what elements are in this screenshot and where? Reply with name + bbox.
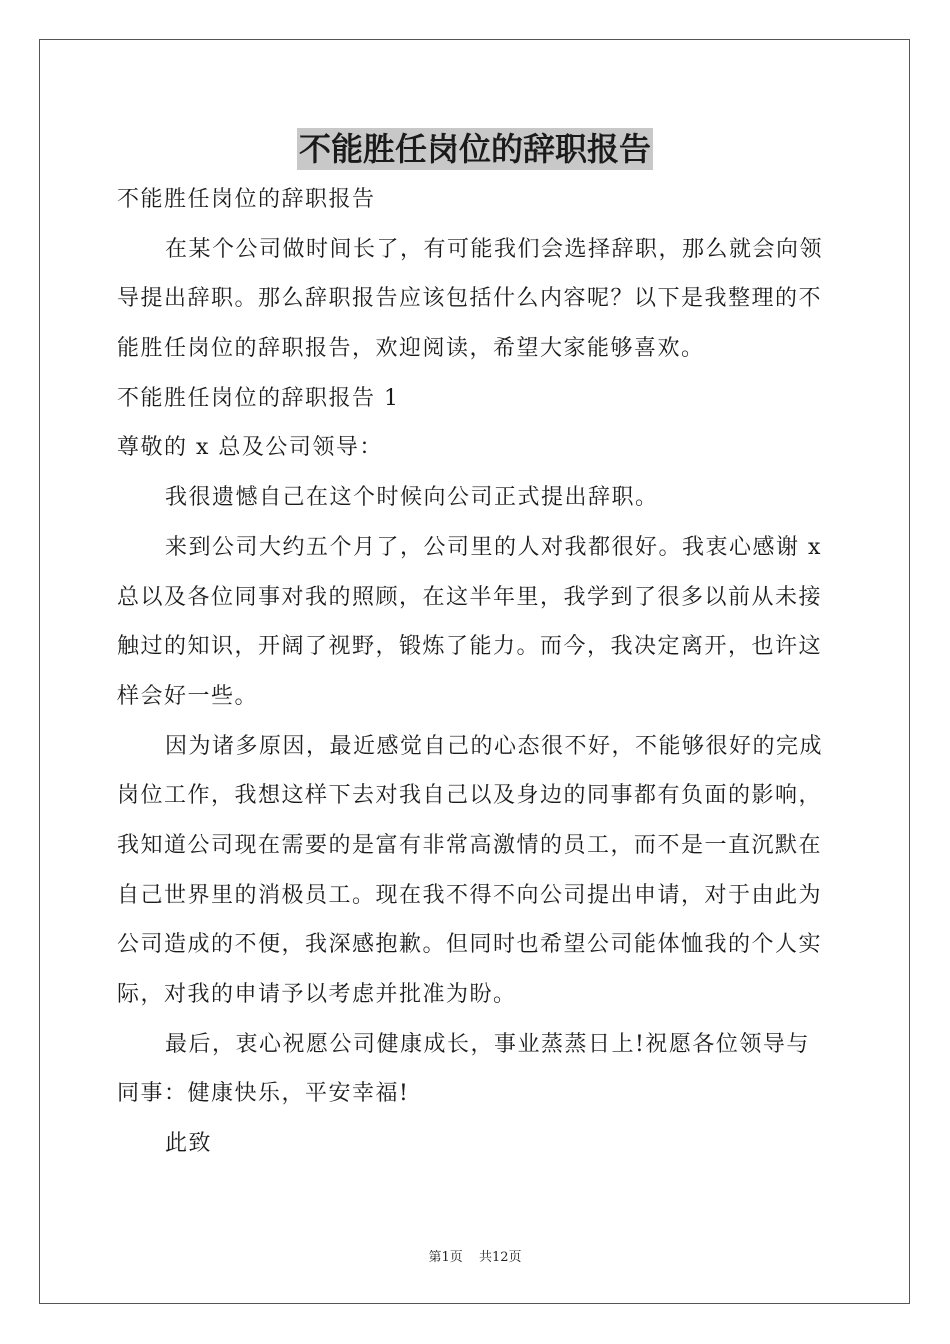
text-line: 际，对我的申请予以考虑并批准为盼。: [117, 982, 517, 1007]
text-line: 样会好一些。: [117, 683, 259, 709]
text-line: 来到公司大约五个月了，公司里的人对我都很好。我衷心感谢 x: [165, 534, 822, 560]
document-title: 不能胜任岗位的辞职报告: [298, 130, 651, 168]
text-line: 公司造成的不便，我深感抱歉。但同时也希望公司能体恤我的个人实: [117, 932, 823, 958]
page-total: 共12页: [478, 1250, 522, 1265]
text-line: 自己世界里的消极员工。现在我不得不向公司提出申请，对于由此为: [117, 882, 823, 908]
text-line: 因为诸多原因，最近感觉自己的心态很不好，不能够很好的完成: [165, 733, 824, 759]
text-line: 导提出辞职。那么辞职报告应该包括什么内容呢？以下是我整理的不: [117, 286, 823, 312]
text-line: 我很遗憾自己在这个时候向公司正式提出辞职。: [165, 485, 659, 511]
text-line: 不能胜任岗位的辞职报告 1: [117, 385, 400, 411]
text-line: 总以及各位同事对我的照顾，在这半年里，我学到了很多以前从未接: [117, 584, 823, 610]
text-line: 触过的知识，开阔了视野，锻炼了能力。而今，我决定离开，也许这: [117, 634, 823, 660]
page-number: 第1页: [428, 1250, 463, 1265]
text-line: 不能胜任岗位的辞职报告: [117, 187, 376, 212]
document-body: [117, 175, 837, 1169]
title-container: [0, 128, 950, 170]
text-line: 我知道公司现在需要的是富有非常高激情的员工，而不是一直沉默在: [117, 832, 823, 858]
text-line: 尊敬的 x 总及公司领导：: [117, 435, 383, 461]
text-line: 能胜任岗位的辞职报告，欢迎阅读，希望大家能够喜欢。: [117, 336, 705, 362]
text-line: 岗位工作，我想这样下去对我自己以及身边的同事都有负面的影响，: [117, 783, 823, 809]
text-line: 最后，衷心祝愿公司健康成长，事业蒸蒸日上!祝愿各位领导与: [165, 1031, 810, 1057]
text-line: 此致: [165, 1131, 213, 1157]
text-line: 同事：健康快乐，平安幸福!: [117, 1081, 410, 1107]
text-line: 在某个公司做时间长了，有可能我们会选择辞职，那么就会向领: [165, 236, 824, 262]
page-footer: [0, 1246, 950, 1265]
